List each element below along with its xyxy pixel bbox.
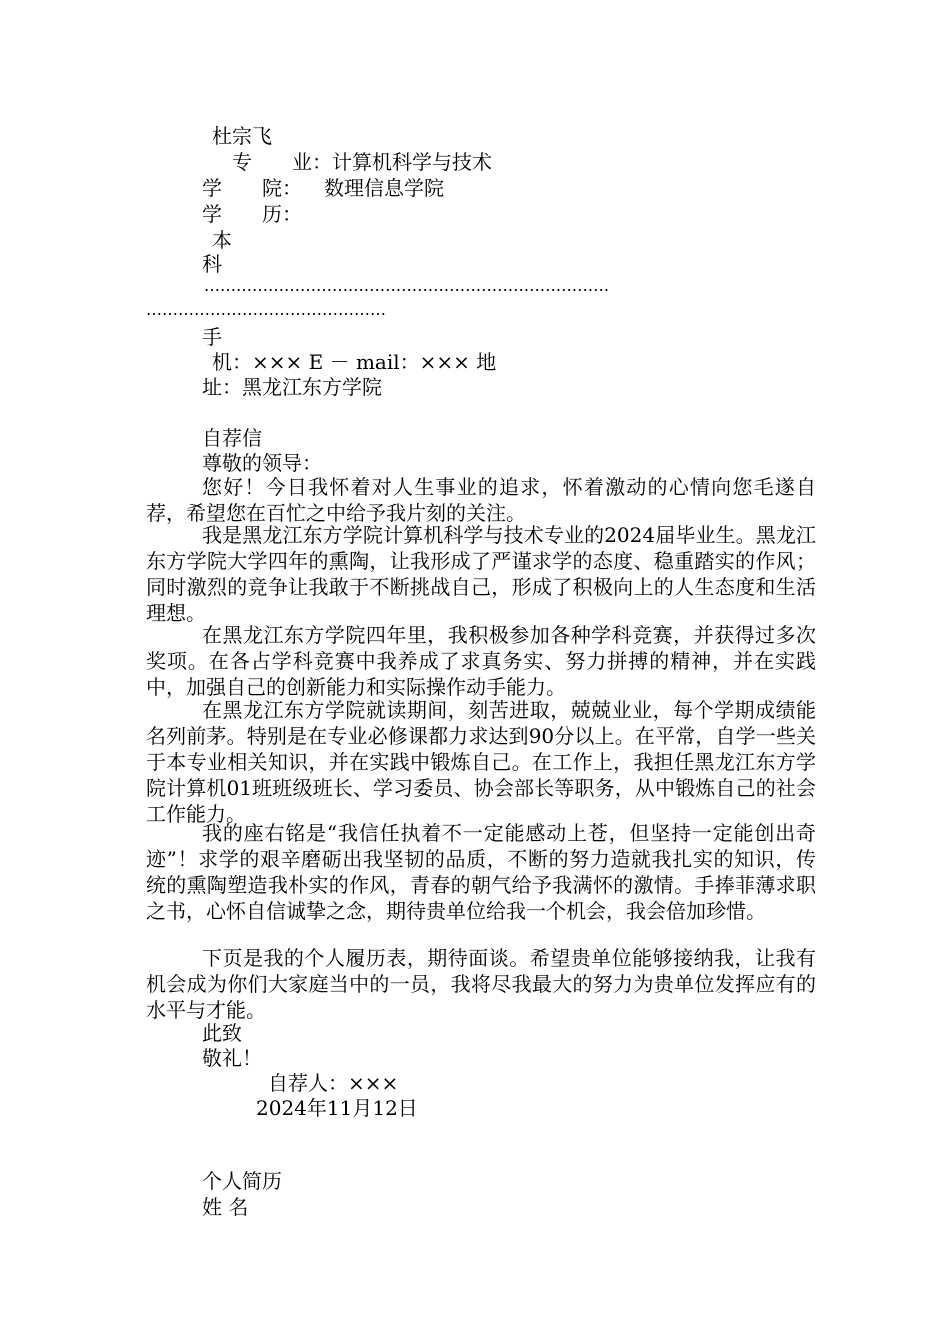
education-value-line-1: 本 (212, 228, 232, 252)
letter-paragraph-5: 我的座右铭是“我信任执着不一定能感动上苍，但坚持一定能创出奇迹”！求学的艰辛磨砺出我坚韧的品质，不断的努力造就我扎实的知识，传统的熏陶塑造我朴实的作风，青春的朝气给予我满怀的激情。手捧菲薄求职之书，心怀自信诚挚之念，期待贵单位给我一个机会，我会倍加珍惜。 (146, 821, 816, 923)
signer: 自荐人：××× (268, 1071, 399, 1095)
resume-title: 个人简历 (202, 1169, 282, 1193)
resume-name-label: 姓 名 (202, 1195, 249, 1219)
letter-title: 自荐信 (202, 426, 262, 450)
college-label: 学 院： (202, 176, 302, 200)
letter-paragraph-3: 在黑龙江东方学院四年里，我积极参加各种学科竞赛，并获得过多次奖项。在各占学科竞赛中我养成了求真务实、努力拼搏的精神，并在实践中，加强自己的创新能力和实际操作动手能力。 (146, 623, 816, 699)
closing-line-1: 此致 (202, 1021, 242, 1045)
letter-salutation: 尊敬的领导： (202, 451, 322, 475)
dotted-separator-2: ……………………………………… (146, 300, 386, 319)
letter-paragraph-2: 我是黑龙江东方学院计算机科学与技术专业的2024届毕业生。黑龙江东方学院大学四年的熏陶，让我形成了严谨求学的态度、稳重踏实的作风；同时激烈的竞争让我敢于不断挑战自己，形成了积极向上的人生态度和生活理想。 (146, 523, 816, 625)
address-line: 址：黑龙江东方学院 (202, 375, 382, 399)
applicant-name: 杜宗飞 (212, 124, 272, 148)
phone-email-line: 机：××× E － mail：××× 地 (212, 350, 497, 374)
closing-line-2: 敬礼！ (202, 1046, 262, 1070)
education-label: 学 历： (202, 202, 302, 226)
major-line: 专 业：计算机科学与技术 (232, 150, 492, 174)
letter-date: 2024年11月12日 (256, 1096, 418, 1120)
letter-paragraph-6: 下页是我的个人履历表，期待面谈。希望贵单位能够接纳我，让我有机会成为你们大家庭当中的一员，我将尽我最大的努力为贵单位发挥应有的水平与才能。 (146, 946, 816, 1022)
dotted-separator-1: ……………………….………………………………………… (204, 276, 610, 295)
education-value-line-2: 科 (202, 252, 222, 276)
phone-line-1: 手 (202, 325, 222, 349)
college-value: 数理信息学院 (324, 176, 444, 200)
letter-paragraph-4: 在黑龙江东方学院就读期间，刻苦进取，兢兢业业，每个学期成绩能名列前茅。特别是在专业必修课都力求达到90分以上。在平常，自学一些关于本专业相关知识，并在实践中锻炼自己。在工作上，我担任黑龙江东方学院计算机01班班级班长、学习委员、协会部长等职务，从中锻炼自己的社会工作能力。 (146, 698, 816, 826)
letter-paragraph-1: 您好！今日我怀着对人生事业的追求，怀着激动的心情向您毛遂自荐，希望您在百忙之中给予我片刻的关注。 (146, 475, 816, 525)
